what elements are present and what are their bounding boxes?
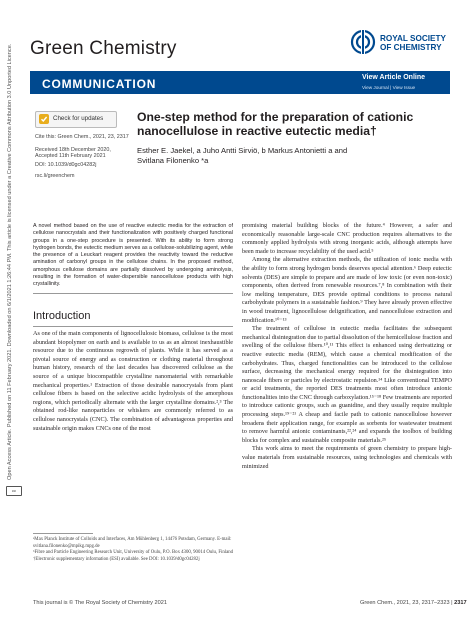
received-date: Received 18th December 2020, <box>35 146 111 153</box>
rsc-logo <box>350 26 450 60</box>
right-paragraph-3: The treatment of cellulose in eutectic media facilitates the subsequent mechanical disintegration due to partial dissolution of the hemicellulose fraction and swelling of the cellulose fibers.¹⁰,¹¹ This effect is enhanced using derivatizing or reactive eutectic media (REM), which cause a chemical modification of the carbohydrates. Thus, charged functionalities can be introduced to the cellulose surface, decreasing the mechanical energy required for the disintegration into nanoscale fibers or particles by electrostatic repulsion.¹⁴ Like conventional TEMPO or acid treatments, the reported DES treatments most often introduce anionic functionalities into the CNC through carboxylation.¹⁵⁻¹⁸ Few treatments are reported to introduce cationic groups, such as guanidine, and they usually require multiple processing steps.¹⁹⁻²¹ A cheap and facile path to cationic nanocellulose however broadens their application range, for example as sorbents for wastewater treatment to remove harmful anionic contaminants,²²,²⁴ and expands the toolbox of building blocks for complex and sustainable composite materials.²⁵ <box>242 325 452 444</box>
cc-by-icon[interactable]: cc <box>6 486 22 496</box>
intro-paragraph-1: As one of the main components of lignocellulosic biomass, cellulose is the most abundant biopolymer on earth and is available to us as an almost inexhaustible resource due to the continuous regrowth of plants. While it has served as a pivotal source of energy and as construction or clothing material throughout human history, research of the last decades has discovered cellulose as the source of a unique biocompatible crystalline nanomaterial with remarkable mechanical properties.¹ Extraction of those desirable nanocrystals from plant cellulose fibers is based on the selective acidic hydrolysis of the amorphous regions, which periodically alternate with the larger crystalline domains.²,³ The obtained rod-like nanoparticles or whiskers are commonly referred to as cellulose nanocrystals (CNC). The combination of advantageous properties and sustainable origin makes CNCs one of the most <box>33 330 233 432</box>
rsc-logo-icon <box>350 29 376 55</box>
footnotes <box>33 537 233 563</box>
left-column-text <box>33 330 233 433</box>
authors-line-1: Esther E. Jaekel, a Juho Antti Sirviö, b Markus Antonietti a and <box>137 146 348 155</box>
license-rail-text: Open Access Article. Published on 11 February 2021. Downloaded on 6/1/2021 1:26:44 PM. This article is licensed under a Creative Commons Attribution 3.0 Unported Licence. <box>7 43 13 480</box>
author-list <box>137 146 457 166</box>
introduction-divider <box>33 326 233 327</box>
view-article-online-link[interactable]: View Article Online <box>362 74 426 81</box>
journal-url[interactable]: rsc.li/greenchem <box>35 173 75 180</box>
accepted-date: Accepted 11th February 2021 <box>35 153 106 160</box>
right-paragraph-2: Among the alternative extraction methods, the utilization of ionic media with the ability to form strong hydrogen bonds deserves special attention.⁶ Deep eutectic solvents (DES) are simple to prepare and are made of low toxic (or even non-toxic) components, often derived from renewable resources.⁷,⁸ In combination with their low melting temperature, DES provide optimal conditions to process natural carbohydrate polymers in a sustainable fashion.⁹ They have already proven effective in wood treatment, lignocellulose delignification, and nanocellulose extraction and modification.¹⁰⁻¹³ <box>242 256 452 324</box>
article-meta <box>35 134 130 180</box>
check-for-updates-label: Check for updates <box>53 115 104 122</box>
abstract-divider <box>33 293 233 294</box>
footer-citation <box>360 600 467 606</box>
article-title: One-step method for the preparation of cationic nanocellulose in reactive eutectic media† <box>137 110 414 138</box>
right-column-text <box>242 222 452 471</box>
page-number: 2317 <box>454 600 467 606</box>
cite-this: Cite this: Green Chem., 2021, 23, 2317 <box>35 134 129 140</box>
check-for-updates-button[interactable] <box>35 111 117 128</box>
rsc-logo-line2: OF CHEMISTRY <box>380 43 442 52</box>
abstract: A novel method based on the use of reactive eutectic media for the extraction of cellulose nanocrystals and their functionalization with positively charged functional groups in a one-step procedure is presented. With its ability to form strong hydrogen bonds, the eutectic medium serves as a cellulose-solubilizing agent, while the presence of a Leuckart reagent provides the reactivity toward the reductive amination of carbonyl groups in the cellulose chains. In the proposed method, amorphous cellulose domains are partially dissolved by undergoing aminolysis, resulting in the formation of water-dispersible nanocellulose products with high crystallinity. <box>33 223 233 288</box>
check-updates-icon <box>39 114 49 124</box>
footnote-affiliation-a: ᵃMax Planck Institute of Colloids and Interfaces, Am Mühlenberg 1, 14476 Potsdam, Germany. E-mail: svitlana.filonenko@mpikg.mpg.de <box>33 537 232 549</box>
section-label: COMMUNICATION <box>42 77 157 91</box>
authors-line-2: Svitlana Filonenko *a <box>137 156 209 165</box>
footnote-esi: †Electronic supplementary information (ESI) available. See DOI: 10.1039/d0gc04282j <box>33 556 200 562</box>
right-paragraph-4: This work aims to meet the requirements of green chemistry to prepare high-value materials from sustainable resources, using technologies and chemicals with minimized <box>242 445 452 470</box>
rsc-logo-line1: ROYAL SOCIETY <box>380 34 446 43</box>
license-rail <box>4 43 22 480</box>
right-paragraph-1: promising material building blocks of the future.⁴ However, a safer and economically reasonable large-scale CNC production requires alternatives to the commonly applied hydrolysis with strong inorganic acids, although attempts have been made to increase recyclability of the used acid.⁵ <box>242 222 452 255</box>
doi[interactable]: DOI: 10.1039/d0gc04282j <box>35 161 97 168</box>
view-journal-issue-link[interactable]: View Journal | View Issue <box>362 85 416 90</box>
footer-citation-text: Green Chem., 2021, 23, 2317–2323 | <box>360 600 453 606</box>
footer-copyright: This journal is © The Royal Society of Chemistry 2021 <box>33 600 167 606</box>
introduction-heading: Introduction <box>33 310 91 322</box>
footnote-divider <box>33 533 93 534</box>
journal-title: Green Chemistry <box>30 38 177 59</box>
footnote-affiliation-b: ᵇFibre and Particle Engineering Research Unit, University of Oulu, P.O. Box 4300, 90014 Oulu, Finland <box>33 550 233 556</box>
